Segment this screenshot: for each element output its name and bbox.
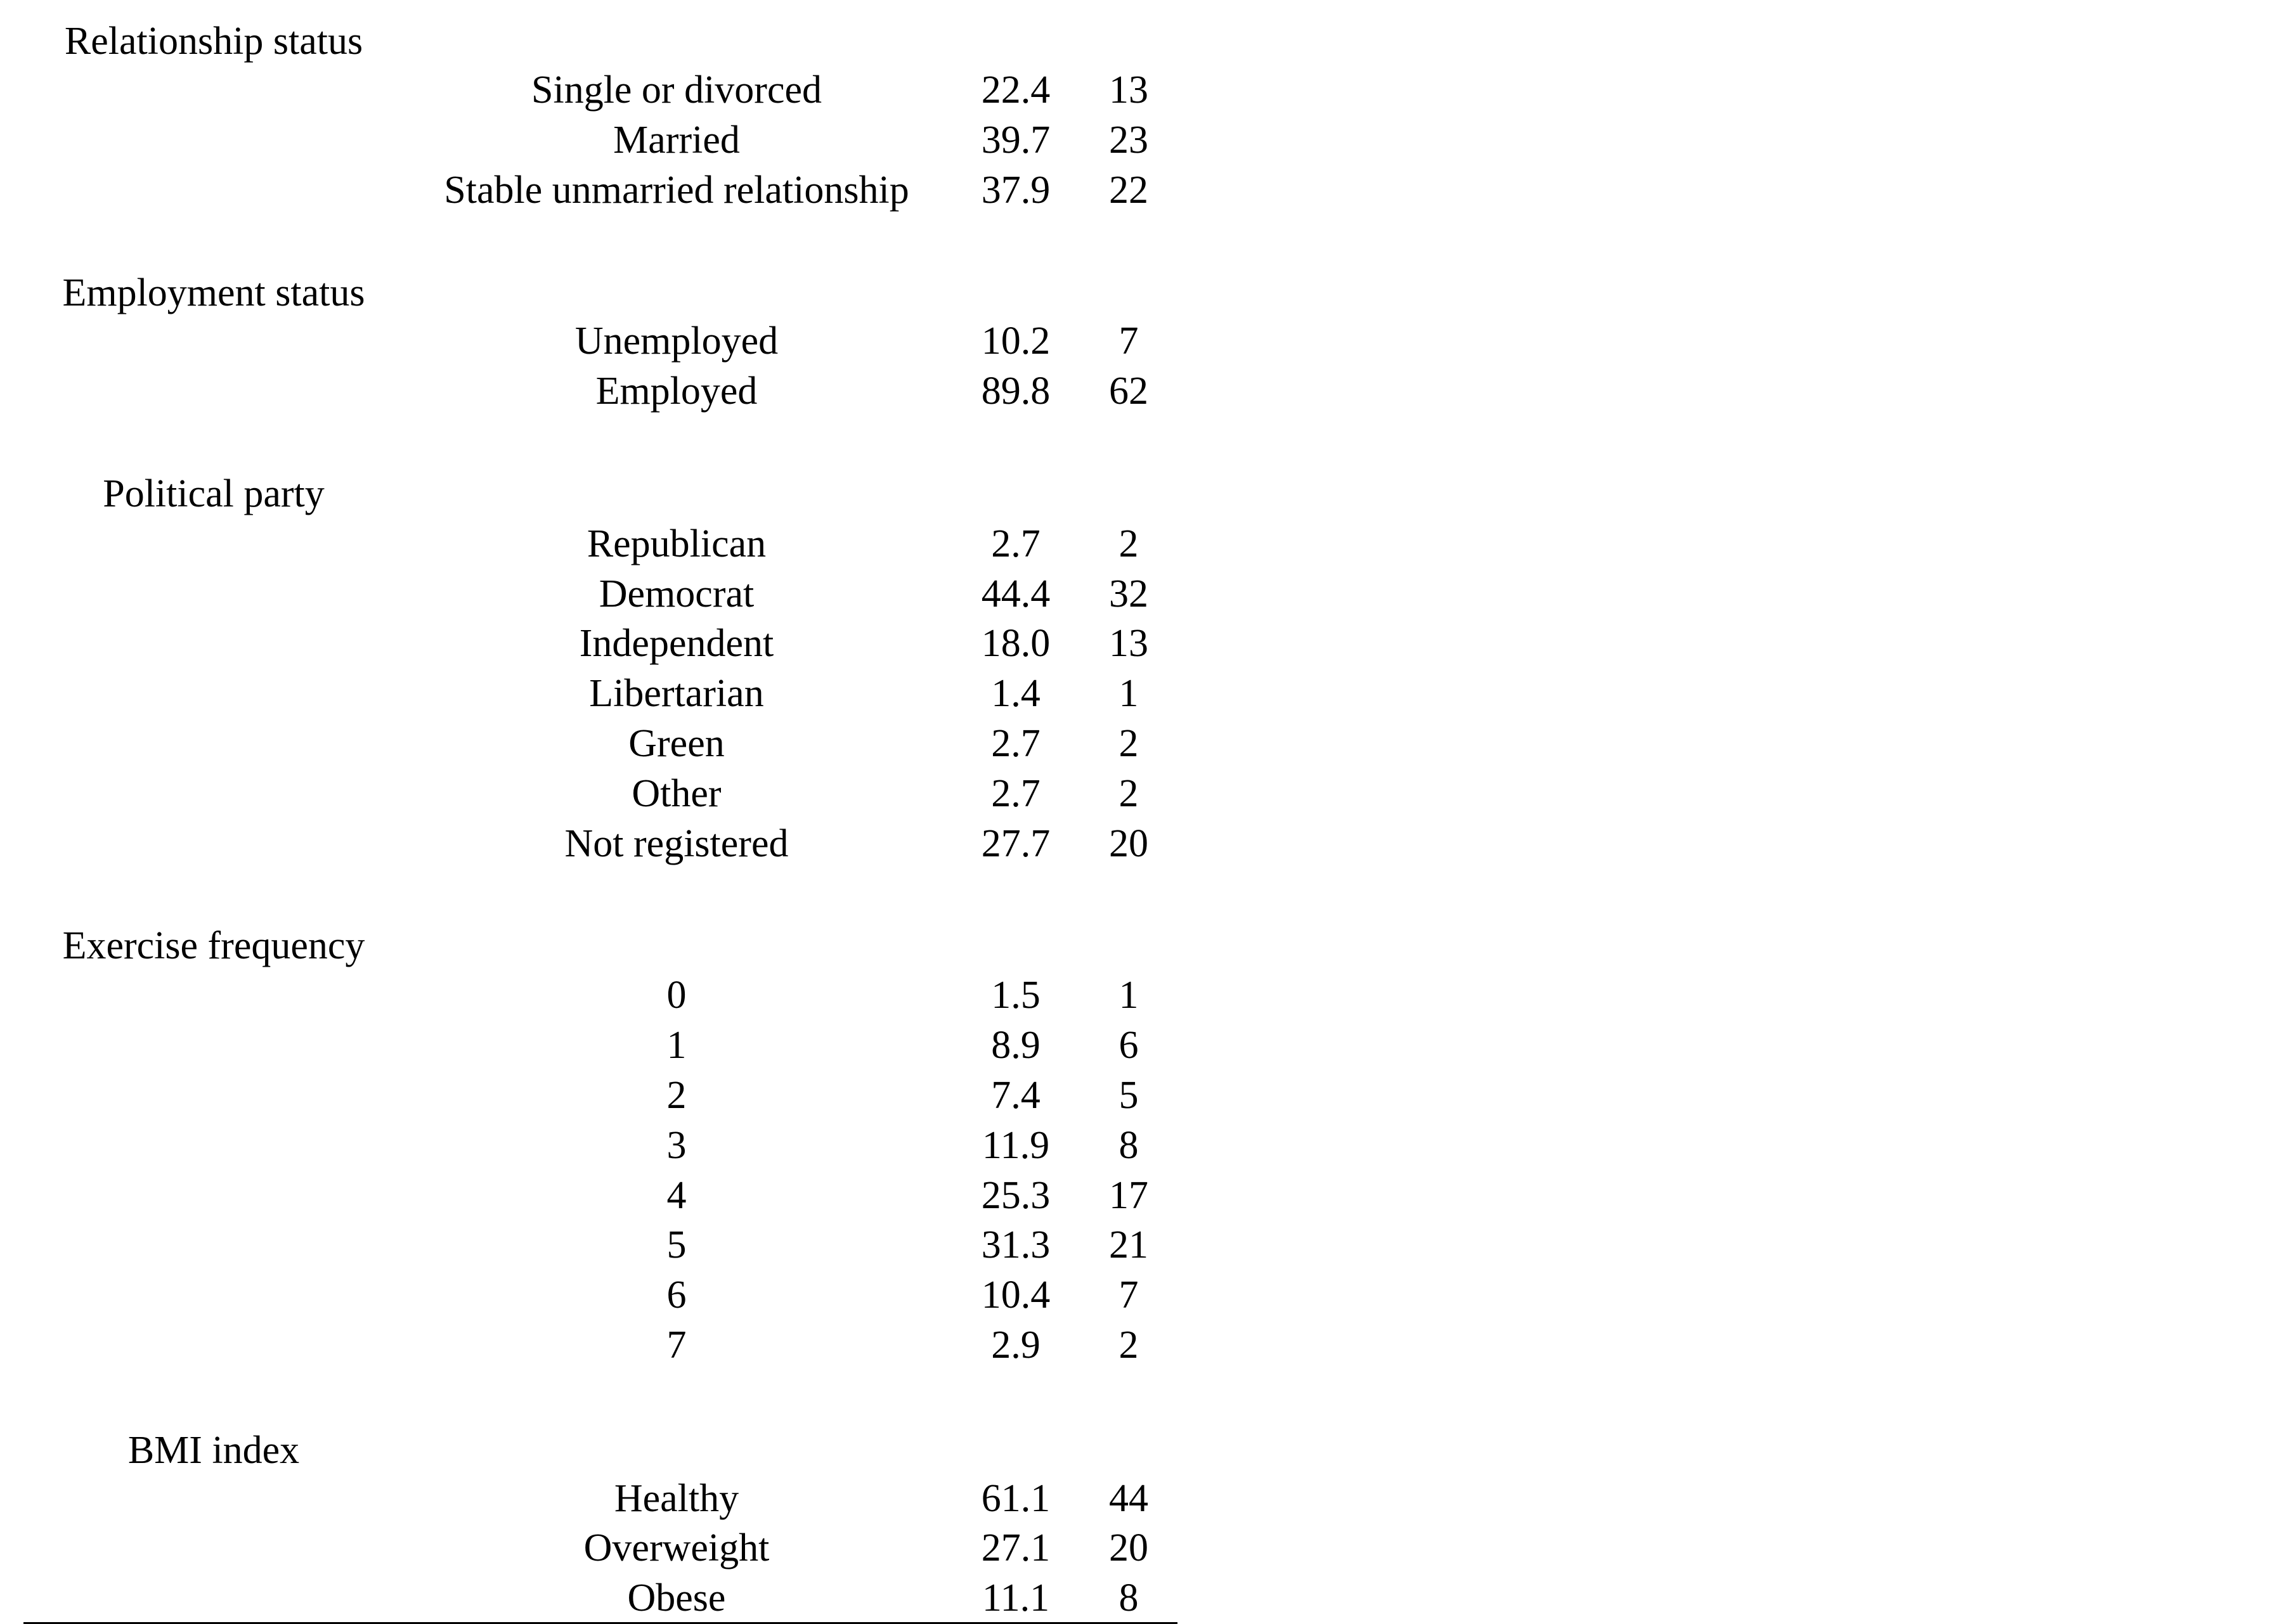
row-label: Democrat (599, 572, 755, 615)
row-count: 7 (1119, 1273, 1139, 1317)
row-percent: 2.7 (991, 772, 1041, 815)
section-header: Exercise frequency (62, 924, 365, 967)
row-label: Unemployed (574, 319, 779, 363)
row-percent: 10.4 (981, 1273, 1051, 1317)
row-percent: 37.9 (981, 169, 1051, 212)
row-label: Married (613, 119, 740, 162)
row-count: 7 (1119, 319, 1139, 363)
row-percent: 2.7 (991, 722, 1041, 765)
row-count: 1 (1119, 974, 1139, 1017)
row-count: 13 (1109, 68, 1148, 112)
row-percent: 7.4 (991, 1074, 1041, 1117)
row-percent: 27.1 (981, 1526, 1051, 1569)
row-label: Other (632, 772, 722, 815)
row-percent: 2.7 (991, 522, 1041, 565)
section-header: BMI index (127, 1429, 300, 1472)
row-count: 2 (1119, 522, 1139, 565)
row-label: Overweight (583, 1526, 770, 1569)
row-label: 1 (666, 1024, 687, 1067)
row-label: Libertarian (589, 672, 764, 715)
row-label: Independent (579, 622, 774, 665)
row-count: 2 (1119, 772, 1139, 815)
row-count: 44 (1109, 1477, 1148, 1520)
row-percent: 89.8 (981, 370, 1051, 413)
row-label: 7 (666, 1324, 687, 1367)
row-count: 20 (1109, 822, 1148, 865)
row-label: Green (628, 722, 725, 765)
row-count: 22 (1109, 169, 1148, 212)
row-percent: 44.4 (981, 572, 1051, 615)
row-label: Not registered (564, 822, 789, 865)
row-percent: 39.7 (981, 119, 1051, 162)
row-count: 6 (1119, 1024, 1139, 1067)
row-count: 2 (1119, 1324, 1139, 1367)
row-label: Obese (627, 1576, 726, 1620)
row-label: Single or divorced (531, 68, 822, 112)
row-label: 0 (666, 974, 687, 1017)
row-percent: 27.7 (981, 822, 1051, 865)
row-label: 4 (666, 1174, 687, 1217)
row-percent: 31.3 (981, 1223, 1051, 1266)
section-header: Relationship status (64, 20, 363, 63)
section-header: Political party (103, 472, 325, 515)
row-label: Stable unmarried relationship (444, 169, 909, 212)
row-count: 1 (1119, 672, 1139, 715)
row-percent: 8.9 (991, 1024, 1041, 1067)
row-percent: 25.3 (981, 1174, 1051, 1217)
row-percent: 10.2 (981, 319, 1051, 363)
row-count: 32 (1109, 572, 1148, 615)
row-count: 13 (1109, 622, 1148, 665)
row-count: 23 (1109, 119, 1148, 162)
row-count: 8 (1119, 1576, 1139, 1620)
row-label: 6 (666, 1273, 687, 1317)
row-percent: 61.1 (981, 1477, 1051, 1520)
row-count: 5 (1119, 1074, 1139, 1117)
row-percent: 18.0 (981, 622, 1051, 665)
row-percent: 2.9 (991, 1324, 1041, 1367)
row-percent: 1.5 (991, 974, 1041, 1017)
row-percent: 1.4 (991, 672, 1041, 715)
row-percent: 11.1 (982, 1576, 1050, 1620)
row-label: Republican (587, 522, 767, 565)
row-label: 5 (666, 1223, 687, 1266)
row-count: 62 (1109, 370, 1148, 413)
row-count: 21 (1109, 1223, 1148, 1266)
row-count: 2 (1119, 722, 1139, 765)
row-percent: 22.4 (981, 68, 1051, 112)
row-count: 20 (1109, 1526, 1148, 1569)
row-label: 2 (666, 1074, 687, 1117)
row-label: Employed (595, 370, 758, 413)
row-count: 8 (1119, 1124, 1139, 1167)
row-count: 17 (1109, 1174, 1148, 1217)
section-header: Employment status (62, 271, 365, 314)
row-percent: 11.9 (982, 1124, 1050, 1167)
row-label: 3 (666, 1124, 687, 1167)
row-label: Healthy (614, 1477, 739, 1520)
